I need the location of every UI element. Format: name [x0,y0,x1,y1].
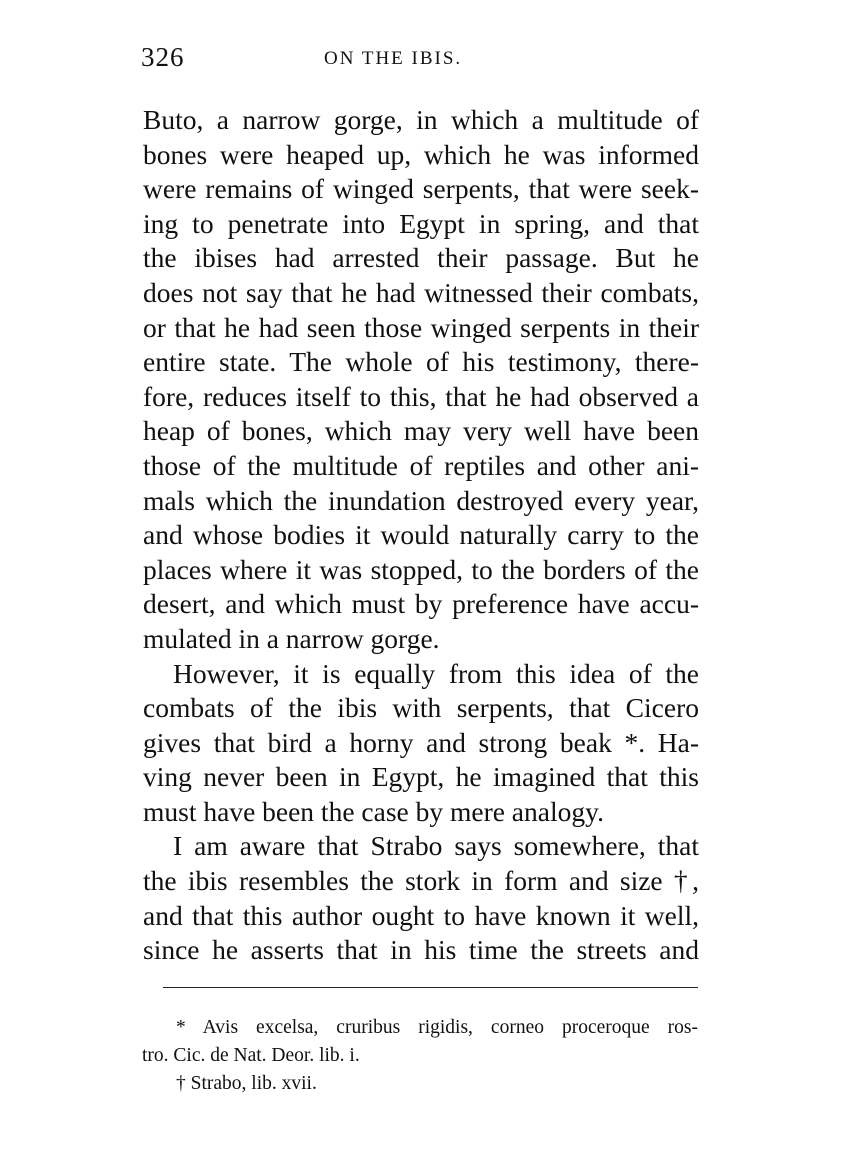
footnote-line: tro. Cic. de Nat. Deor. lib. i. [142,1045,360,1066]
text-line: bones were heaped up, which he was informed [143,138,699,170]
running-head: ON THE IBIS. [324,48,463,69]
text-line: gives that bird a horny and strong beak *. Ha- [143,726,699,758]
text-line: mals which the inundation destroyed every year, [143,484,699,516]
footnote-line: * Avis excelsa, cruribus rigidis, corneo proceroque ros- [176,1017,698,1038]
text-line: since he asserts that in his time the streets and [143,934,699,966]
text-line: desert, and which must by preference have accu- [143,588,699,620]
text-line: and that this author ought to have known it well, [143,899,699,931]
text-line: ing to penetrate into Egypt in spring, and that [143,207,699,239]
footnotes [142,1014,698,1098]
text-line: the ibis resembles the stork in form and size †, [143,865,699,897]
footnote-line: † Strabo, lib. xvii. [176,1073,317,1094]
text-line: I am aware that Strabo says somewhere, that [173,830,699,862]
text-line: places where it was stopped, to the borders of the [143,553,699,585]
page-header [141,42,701,82]
text-line: those of the multitude of reptiles and other ani- [143,449,699,481]
text-line: and whose bodies it would naturally carry to the [143,519,699,551]
text-line: or that he had seen those winged serpents in their [143,311,699,343]
text-line: entire state. The whole of his testimony, there- [143,346,699,378]
text-line: mulated in a narrow gorge. [143,622,440,654]
body-text [143,103,699,968]
text-line: Buto, a narrow gorge, in which a multitude of [143,104,699,135]
footnote-divider [163,987,698,988]
text-line: the ibises had arrested their passage. But he [143,242,699,274]
text-line: fore, reduces itself to this, that he had observed a [143,380,699,412]
text-line: ving never been in Egypt, he imagined that this [143,761,699,793]
text-line: heap of bones, which may very well have been [143,415,699,447]
text-line: must have been the case by mere analogy. [143,795,604,827]
text-line: were remains of winged serpents, that were seek- [143,173,699,205]
text-line: However, it is equally from this idea of the [173,657,699,689]
text-line: combats of the ibis with serpents, that Cicero [143,692,699,724]
text-line: does not say that he had witnessed their combats, [143,276,699,308]
page-number: 326 [141,42,185,72]
